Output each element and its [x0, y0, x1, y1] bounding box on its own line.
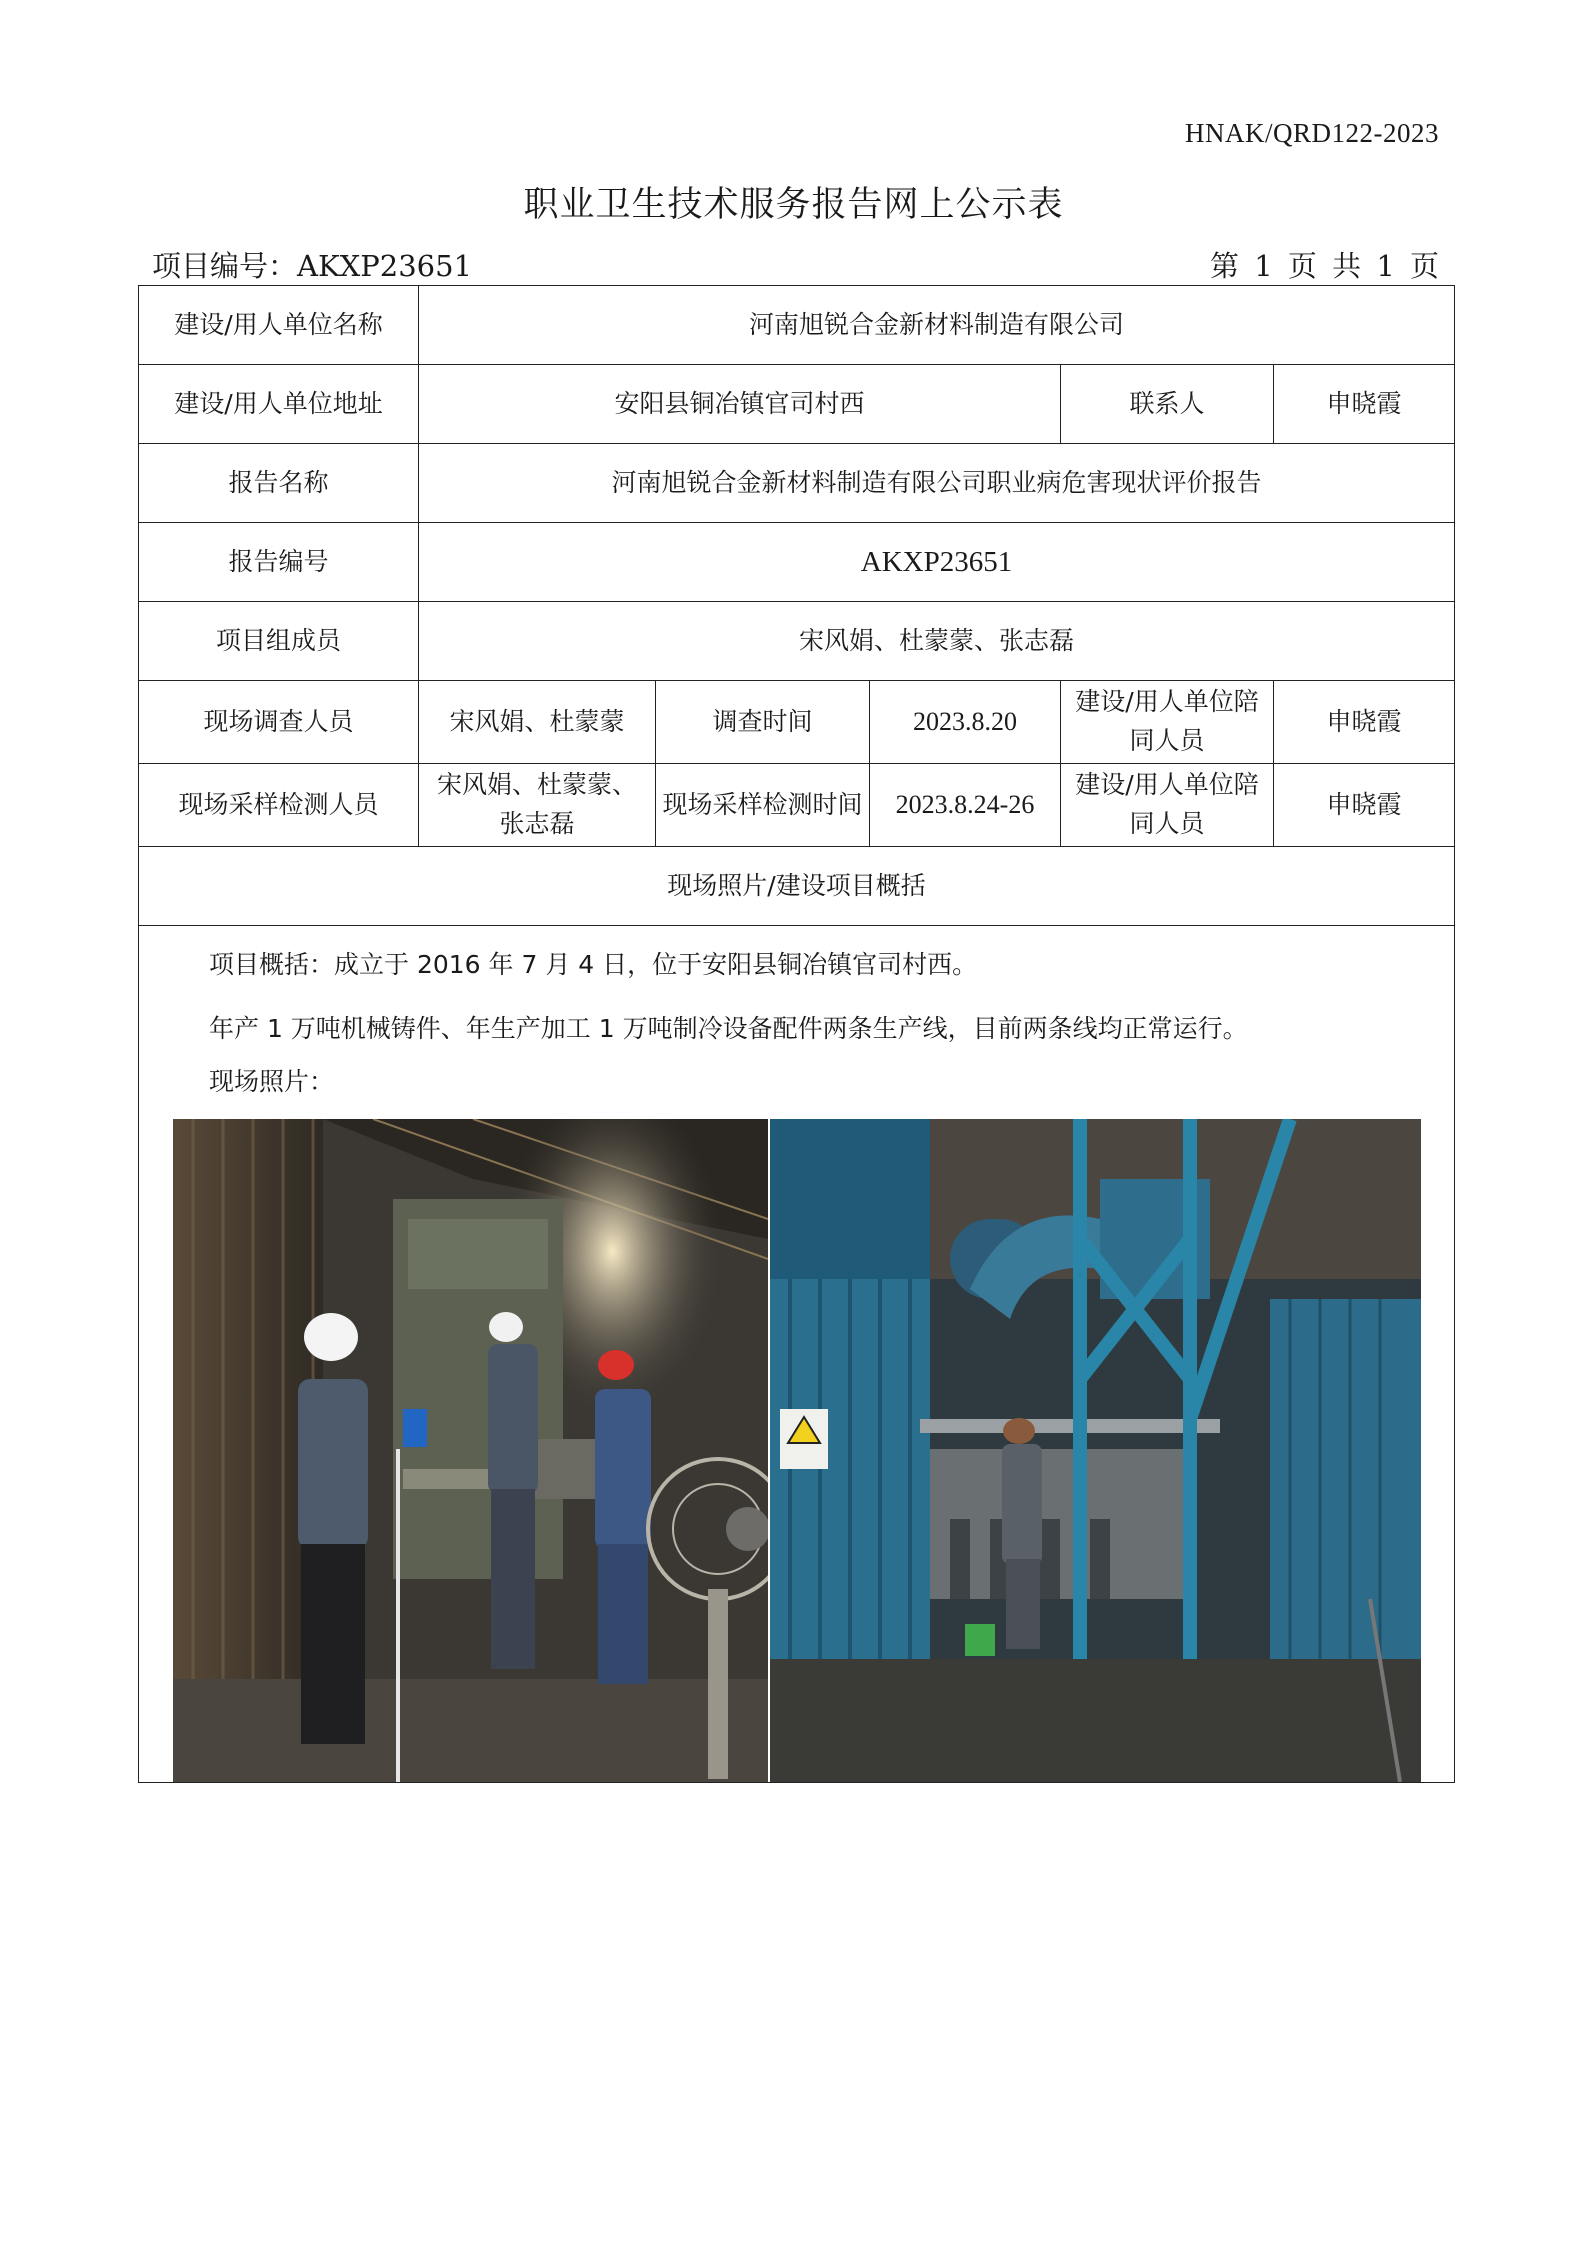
escort2-value: 申晓霞 — [1274, 764, 1455, 847]
unit-name-value: 河南旭锐合金新材料制造有限公司 — [419, 286, 1455, 365]
row-unit-address — [139, 365, 1455, 444]
row-overview — [139, 926, 1455, 1783]
escort2-label: 建设/用人单位陪同人员 — [1061, 764, 1274, 847]
report-number-label: 报告编号 — [139, 523, 419, 602]
page-indicator: 第 1 页 共 1 页 — [1210, 249, 1439, 283]
contact-value: 申晓霞 — [1274, 365, 1455, 444]
overview-cell — [139, 926, 1455, 1783]
photos-label: 现场照片： — [209, 1067, 335, 1096]
row-section-header — [139, 847, 1455, 926]
report-name-label: 报告名称 — [139, 444, 419, 523]
sampling-staff-value: 宋风娟、杜蒙蒙、张志磊 — [419, 764, 656, 847]
unit-address-label: 建设/用人单位地址 — [139, 365, 419, 444]
row-report-name — [139, 444, 1455, 523]
survey-time-value: 2023.8.20 — [870, 681, 1061, 764]
project-number — [152, 244, 472, 285]
unit-name-label: 建设/用人单位名称 — [139, 286, 419, 365]
project-number-label: 项目编号： — [152, 249, 298, 283]
row-sampling — [139, 764, 1455, 847]
publicity-form — [138, 285, 1455, 1783]
document-code: HNAK/QRD122-2023 — [1185, 118, 1439, 148]
overview-line-1: 项目概括：成立于 2016 年 7 月 4 日，位于安阳县铜冶镇官司村西。 — [209, 950, 978, 979]
report-number-value: AKXP23651 — [419, 523, 1455, 602]
escort-value: 申晓霞 — [1274, 681, 1455, 764]
sampling-time-value: 2023.8.24-26 — [870, 764, 1061, 847]
project-number-value: AKXP23651 — [297, 249, 473, 283]
survey-time-label: 调查时间 — [656, 681, 870, 764]
members-label: 项目组成员 — [139, 602, 419, 681]
row-members — [139, 602, 1455, 681]
contact-label: 联系人 — [1061, 365, 1274, 444]
sampling-time-label: 现场采样检测时间 — [656, 764, 870, 847]
sampling-staff-label: 现场采样检测人员 — [139, 764, 419, 847]
section-header: 现场照片/建设项目概括 — [139, 847, 1455, 926]
dust-removal-equipment-photo — [770, 1119, 1421, 1782]
escort-label: 建设/用人单位陪同人员 — [1061, 681, 1274, 764]
workshop-sampling-photo — [173, 1119, 768, 1782]
survey-staff-value: 宋风娟、杜蒙蒙 — [419, 681, 656, 764]
row-unit-name — [139, 286, 1455, 365]
members-value: 宋风娟、杜蒙蒙、张志磊 — [419, 602, 1455, 681]
survey-staff-label: 现场调查人员 — [139, 681, 419, 764]
overview-line-2: 年产 1 万吨机械铸件、年生产加工 1 万吨制冷设备配件两条生产线，目前两条线均正常运行。 — [209, 1014, 1248, 1043]
report-name-value: 河南旭锐合金新材料制造有限公司职业病危害现状评价报告 — [419, 444, 1455, 523]
unit-address-value: 安阳县铜冶镇官司村西 — [419, 365, 1061, 444]
page-title: 职业卫生技术服务报告网上公示表 — [523, 185, 1064, 225]
row-survey — [139, 681, 1455, 764]
row-report-number — [139, 523, 1455, 602]
